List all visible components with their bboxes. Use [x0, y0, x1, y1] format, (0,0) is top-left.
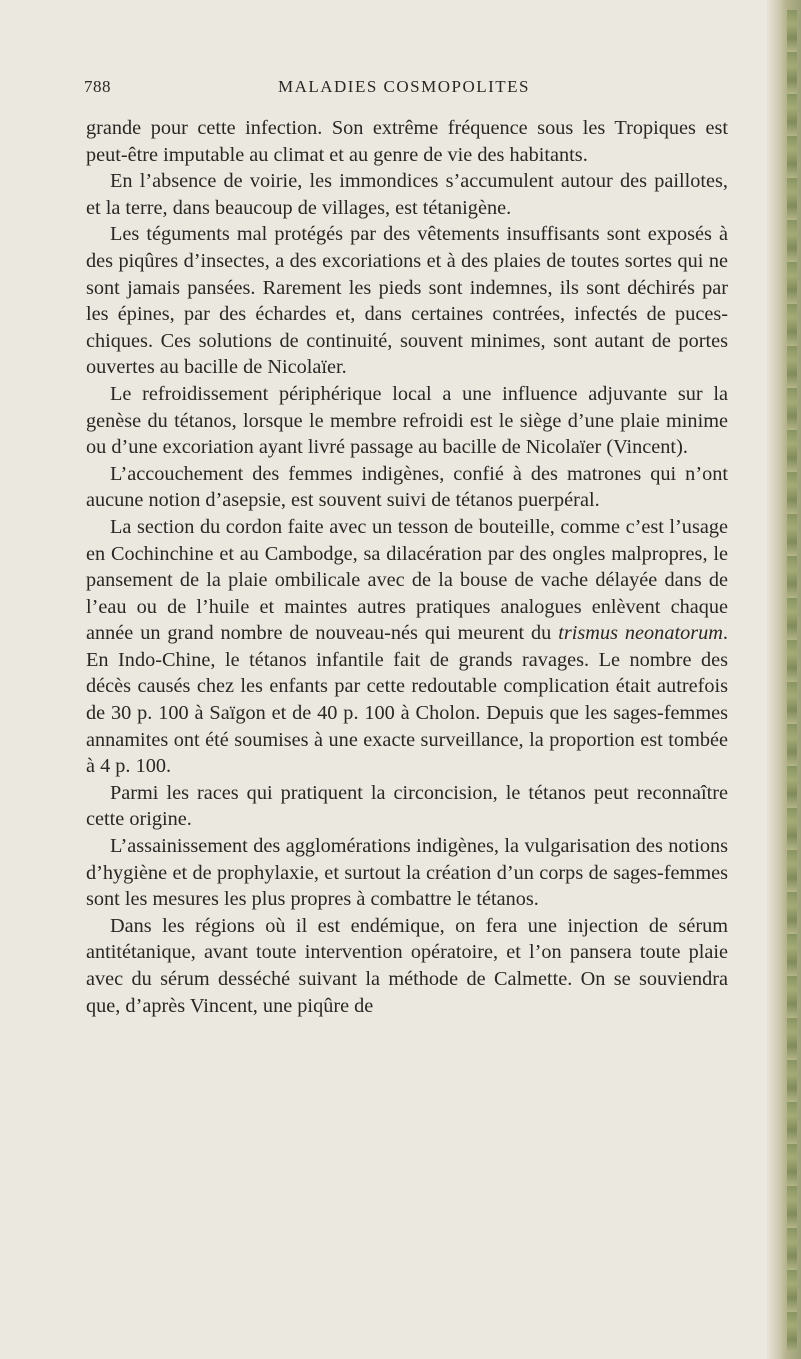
paragraph [86, 514, 728, 780]
paragraph: grande pour cette infection. Son extrême fréquence sous les Tropiques est peut-être imputable au climat et au genre de vie des habitants. [86, 117, 728, 166]
page-number: 788 [84, 77, 111, 96]
page-edge-binding [787, 10, 797, 1350]
paragraph-text: La section du cordon faite avec un tesson de bouteille, comme c’est l’usage en Cochinchine et au Cambodge, sa dilacération par des ongles malpropres, le pansement de la plaie ombilicale avec de la bouse de vache délayée dans de l’eau ou de l’huile et maintes autres pratiques analogues enlèvent chaque année un grand nombre de nouveau-nés qui meurent du [86, 515, 728, 645]
paragraph: Les téguments mal protégés par des vêtements insuffisants sont exposés à des piqûres d’insectes, a des excoriations et à des plaies de toutes sortes qui ne sont jamais pansées. Rarement les pieds sont indemnes, ils sont déchirés par les épines, par des échardes et, dans certaines contrées, infectés de puces-chiques. Ces solutions de continuité, souvent minimes, sont autant de portes ouvertes au bacille de Nicolaïer. [86, 223, 728, 379]
paragraph: Dans les régions où il est endémique, on fera une injection de sérum antitétanique, avant toute intervention opératoire, et l’on pansera toute plaie avec du sérum desséché suivant la méthode de Calmette. On se souviendra que, d’après Vincent, une piqûre de [86, 914, 728, 1017]
body-text [86, 115, 728, 1019]
paragraph: L’accouchement des femmes indigènes, confié à des matrones qui n’ont aucune notion d’asepsie, est souvent suivi de tétanos puerpéral. [86, 462, 728, 512]
latin-term: trismus neonatorum [558, 622, 723, 645]
running-header [84, 77, 724, 101]
paragraph: Parmi les races qui pratiquent la circoncision, le tétanos peut reconnaître cette origine. [86, 781, 728, 831]
paragraph: L’assainissement des agglomérations indigènes, la vulgarisation des notions d’hygiène et de prophylaxie, et surtout la création d’un corps de sages-femmes sont les mesures les plus propres à combattre le tétanos. [86, 835, 728, 911]
paragraph: En l’absence de voirie, les immondices s’accumulent autour des paillotes, et la terre, dans beaucoup de villages, est tétanigène. [86, 170, 728, 219]
paragraph-text: . En Indo-Chine, le tétanos infantile fait de grands ravages. Le nombre des décès causés chez les enfants par cette redoutable complication était autrefois de 30 p. 100 à Saïgon et de 40 p. 100 à Cholon. Depuis que les sages-femmes annamites ont été soumises à une exacte surveillance, la proportion est tombée à 4 p. 100. [86, 622, 728, 778]
running-title: MALADIES COSMOPOLITES [277, 77, 531, 96]
paragraph: Le refroidissement périphérique local a une influence adjuvante sur la genèse du tétanos, lorsque le membre refroidi est le siège d’une plaie minime ou d’une excoriation ayant livré passage au bacille de Nicolaïer (Vincent). [86, 382, 728, 459]
